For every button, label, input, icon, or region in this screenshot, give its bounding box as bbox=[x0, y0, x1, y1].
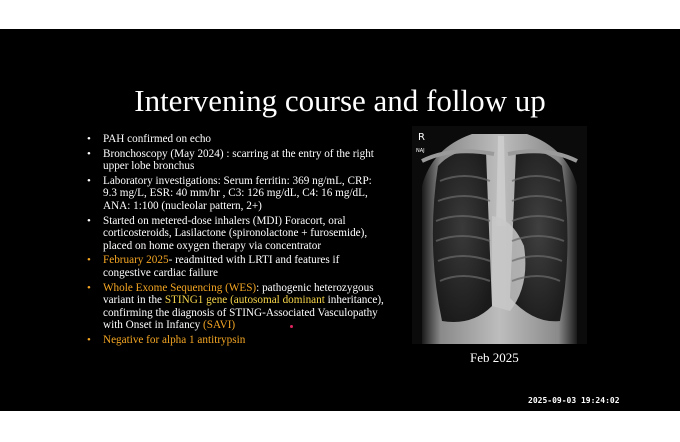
xray-marker-small: NAJ bbox=[416, 148, 425, 154]
bullet-wes-heading: Whole Exome Sequencing (WES) bbox=[103, 281, 257, 294]
xray-marker-r: R bbox=[418, 132, 425, 143]
bullet-bronchoscopy bbox=[86, 148, 386, 173]
slide-title: Intervening course and follow up bbox=[134, 83, 546, 118]
bullet-treatment bbox=[86, 215, 386, 253]
bullet-pah-text: PAH confirmed on echo bbox=[103, 133, 212, 145]
bullet-wes-text-2: inheritance), confirming the diagnosis of STING-Associated Vasculopathy with Onset in Infancy bbox=[103, 294, 384, 332]
xray-caption: Feb 2025 bbox=[470, 350, 519, 365]
bullet-alpha1 bbox=[86, 334, 386, 347]
bullet-wes-text-1: : pathogenic heterozygous variant in the bbox=[103, 281, 374, 307]
bullet-wes-savi: (SAVI) bbox=[203, 319, 236, 332]
bullet-readmission-text: - readmitted with LRTI and features if congestive cardiac failure bbox=[103, 254, 340, 279]
bullet-alpha1-text: Negative for alpha 1 antitrypsin bbox=[103, 333, 246, 346]
bullet-readmission-date: February 2025 bbox=[103, 254, 169, 267]
bullet-readmission bbox=[86, 254, 386, 279]
bullet-lab-text: Laboratory investigations: Serum ferritin: 369 ng/mL, CRP: 9.3 mg/L, ESR: 40 mm/hr , C3: 126 mg/dL, C4: 16 mg/dL, ANA: 1:100 (nucleolar pattern, 2+) bbox=[103, 174, 372, 212]
bullet-bronchoscopy-text: Bronchoscopy (May 2024) : scarring at the entry of the right upper lobe bronchus bbox=[103, 147, 374, 173]
presentation-slide bbox=[0, 29, 680, 411]
recording-timestamp: 2025-09-03 19:24:02 bbox=[528, 396, 620, 405]
bullet-lab-investigations bbox=[86, 175, 386, 213]
chest-xray-image bbox=[412, 126, 587, 344]
chest-xray-drawing bbox=[412, 126, 587, 344]
bullet-list bbox=[86, 133, 386, 349]
pointer-dot bbox=[290, 325, 293, 328]
bullet-wes-gene: STING1 gene (autosomal dominant bbox=[164, 294, 325, 307]
bullet-pah bbox=[86, 133, 386, 146]
bullet-wes bbox=[86, 282, 386, 332]
bullet-treatment-text: Started on metered-dose inhalers (MDI) Foracort, oral corticosteroids, Lasilactone (spironolactone + furosemide), placed on home oxygen therapy via concentrator bbox=[103, 214, 368, 252]
